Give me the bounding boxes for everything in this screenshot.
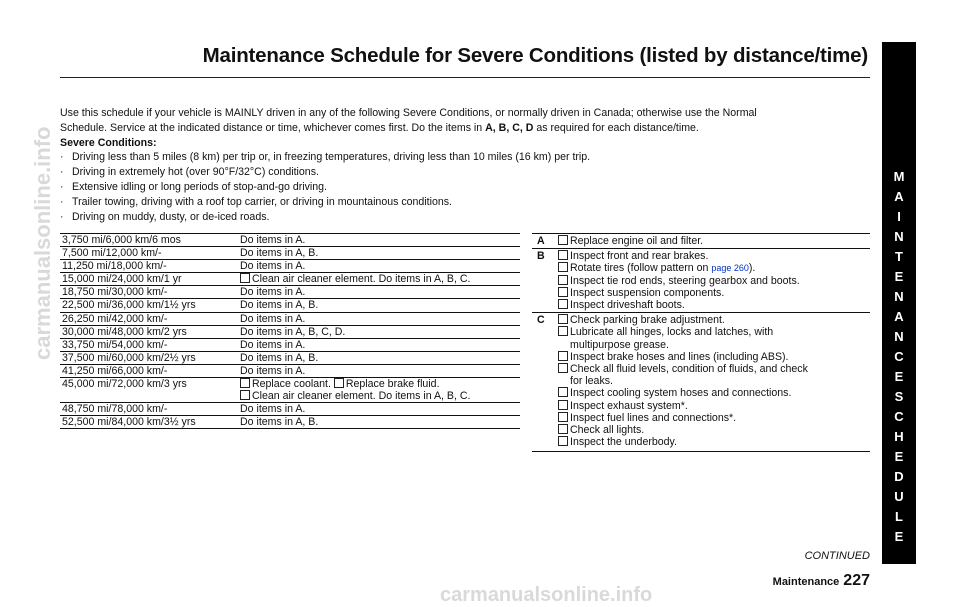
table-row: Clean air cleaner element. Do items in A, B, C. xyxy=(60,390,520,403)
checkbox-icon xyxy=(558,299,568,309)
list-item: Inspect suspension components. xyxy=(558,287,870,299)
table-row: 15,000 mi/24,000 km/1 yr Clean air cleaner element. Do items in A, B, C. xyxy=(60,273,520,286)
checkbox-icon xyxy=(558,436,568,446)
checkbox-icon xyxy=(558,400,568,410)
list-item: Rotate tires (follow pattern on page 260). xyxy=(558,262,870,274)
checkbox-icon xyxy=(558,424,568,434)
list-item-continuation: for leaks. xyxy=(570,375,613,388)
list-item: Inspect fuel lines and connections*. xyxy=(558,412,870,424)
table-row: 11,250 mi/18,000 km/- Do items in A. xyxy=(60,260,520,273)
checkbox-icon xyxy=(558,287,568,297)
side-tab-text: M A I N T E N A N C E S C H E D U L E xyxy=(893,169,905,544)
list-item: Inspect cooling system hoses and connections. xyxy=(558,387,870,399)
checkbox-icon xyxy=(558,275,568,285)
table-row: 26,250 mi/42,000 km/- Do items in A. xyxy=(60,312,520,325)
checkbox-icon xyxy=(558,326,568,336)
watermark-bottom: carmanualsonline.info xyxy=(440,584,653,606)
checkbox-icon xyxy=(558,363,568,373)
table-row: 41,250 mi/66,000 km/- Do items in A. xyxy=(60,364,520,377)
severe-conditions-list xyxy=(60,150,870,224)
list-item: Inspect the underbody. xyxy=(558,436,870,448)
checkbox-icon xyxy=(240,273,250,283)
intro-line-2: Schedule. Service at the indicated distance or time, whichever comes first. Do the items in A, B, C, D as required for each distance/time. xyxy=(60,121,699,134)
page-number: 227 xyxy=(843,572,870,589)
condition-item: · Trailer towing, driving with a roof top carrier, or driving in mountainous conditions. xyxy=(60,195,870,210)
maintenance-codes-table xyxy=(532,233,870,452)
section-side-tab xyxy=(882,42,916,564)
severe-conditions-heading: Severe Conditions: xyxy=(60,136,157,149)
watermark-side: carmanualsonline.info xyxy=(30,126,55,360)
list-item: Check all lights. xyxy=(558,424,870,436)
checkbox-icon xyxy=(334,378,344,388)
title-rule xyxy=(60,77,870,78)
list-item: Inspect brake hoses and lines (including ABS). xyxy=(558,351,870,363)
list-item: Check parking brake adjustment. xyxy=(558,314,870,326)
code-group-a: A Replace engine oil and filter. xyxy=(532,234,870,249)
condition-item: · Extensive idling or long periods of stop-and-go driving. xyxy=(60,180,870,195)
list-item: Inspect driveshaft boots. xyxy=(558,299,870,311)
checkbox-icon xyxy=(558,412,568,422)
table-row: 18,750 mi/30,000 km/- Do items in A. xyxy=(60,286,520,299)
list-item: Lubricate all hinges, locks and latches, with xyxy=(558,326,870,338)
list-item: Check all fluid levels, condition of fluids, and check xyxy=(558,363,870,375)
table-row: 30,000 mi/48,000 km/2 yrs Do items in A, B, C, D. xyxy=(60,325,520,338)
list-item-continuation: multipurpose grease. xyxy=(570,338,669,351)
condition-item: · Driving less than 5 miles (8 km) per trip or, in freezing temperatures, driving less than 10 miles (16 km) per trip. xyxy=(60,150,870,165)
table-row: 22,500 mi/36,000 km/1½ yrs Do items in A, B. xyxy=(60,299,520,312)
table-row: 3,750 mi/6,000 km/6 mos Do items in A. xyxy=(60,234,520,247)
condition-item: · Driving on muddy, dusty, or de-iced roads. xyxy=(60,210,870,225)
checkbox-icon xyxy=(558,387,568,397)
list-item: Inspect tie rod ends, steering gearbox and boots. xyxy=(558,275,870,287)
list-item: Inspect exhaust system*. xyxy=(558,400,870,412)
intro-line-1: Use this schedule if your vehicle is MAINLY driven in any of the following Severe Conditions, or normally driven in Canada; otherwise use the Normal xyxy=(60,107,757,119)
checkbox-icon xyxy=(240,390,250,400)
checkbox-icon xyxy=(558,314,568,324)
code-group-b: B Inspect front and rear brakes. Rotate tires (follow pattern on page 260). Inspect tie rod ends, steering gearbox and boots. Inspect suspension components. Inspect driveshaft boots. xyxy=(532,249,870,313)
table-row: 52,500 mi/84,000 km/3½ yrs Do items in A, B. xyxy=(62,416,319,429)
footer-section: Maintenance xyxy=(772,576,840,588)
checkbox-icon xyxy=(558,351,568,361)
table-row: 45,000 mi/72,000 km/3 yrs Replace coolant. Replace brake fluid. xyxy=(62,378,440,391)
checkbox-icon xyxy=(558,250,568,260)
intro-text xyxy=(60,106,870,224)
table-row: 33,750 mi/54,000 km/- Do items in A. xyxy=(60,338,520,351)
page-reference-link[interactable]: page 260 xyxy=(711,263,749,274)
list-item: Inspect front and rear brakes. xyxy=(558,250,870,262)
checkbox-icon xyxy=(558,235,568,245)
checkbox-icon xyxy=(240,378,250,388)
continued-label: CONTINUED xyxy=(804,550,870,562)
table-row: 7,500 mi/12,000 km/- Do items in A, B. xyxy=(60,247,520,260)
table-row: 37,500 mi/60,000 km/2½ yrs Do items in A, B. xyxy=(60,351,520,364)
checkbox-icon xyxy=(558,262,568,272)
page-title: Maintenance Schedule for Severe Conditions (listed by distance/time) xyxy=(202,44,868,67)
condition-item: · Driving in extremely hot (over 90°F/32°C) conditions. xyxy=(60,165,870,180)
page-footer xyxy=(0,572,870,590)
code-group-c: C Check parking brake adjustment. Lubricate all hinges, locks and latches, with multipurpose grease. Inspect brake hoses and lines (including ABS). Check all fluid levels, condition of fluids, and check for leaks. Inspect cooling system hoses and connections. Inspect exhaust system*. Inspect fuel lines and connections*. Check all lights. Inspect the underbody. xyxy=(532,313,870,449)
list-item: Replace engine oil and filter. xyxy=(558,235,870,247)
schedule-table xyxy=(60,233,520,429)
table-row: 48,750 mi/78,000 km/- Do items in A. xyxy=(60,403,520,416)
